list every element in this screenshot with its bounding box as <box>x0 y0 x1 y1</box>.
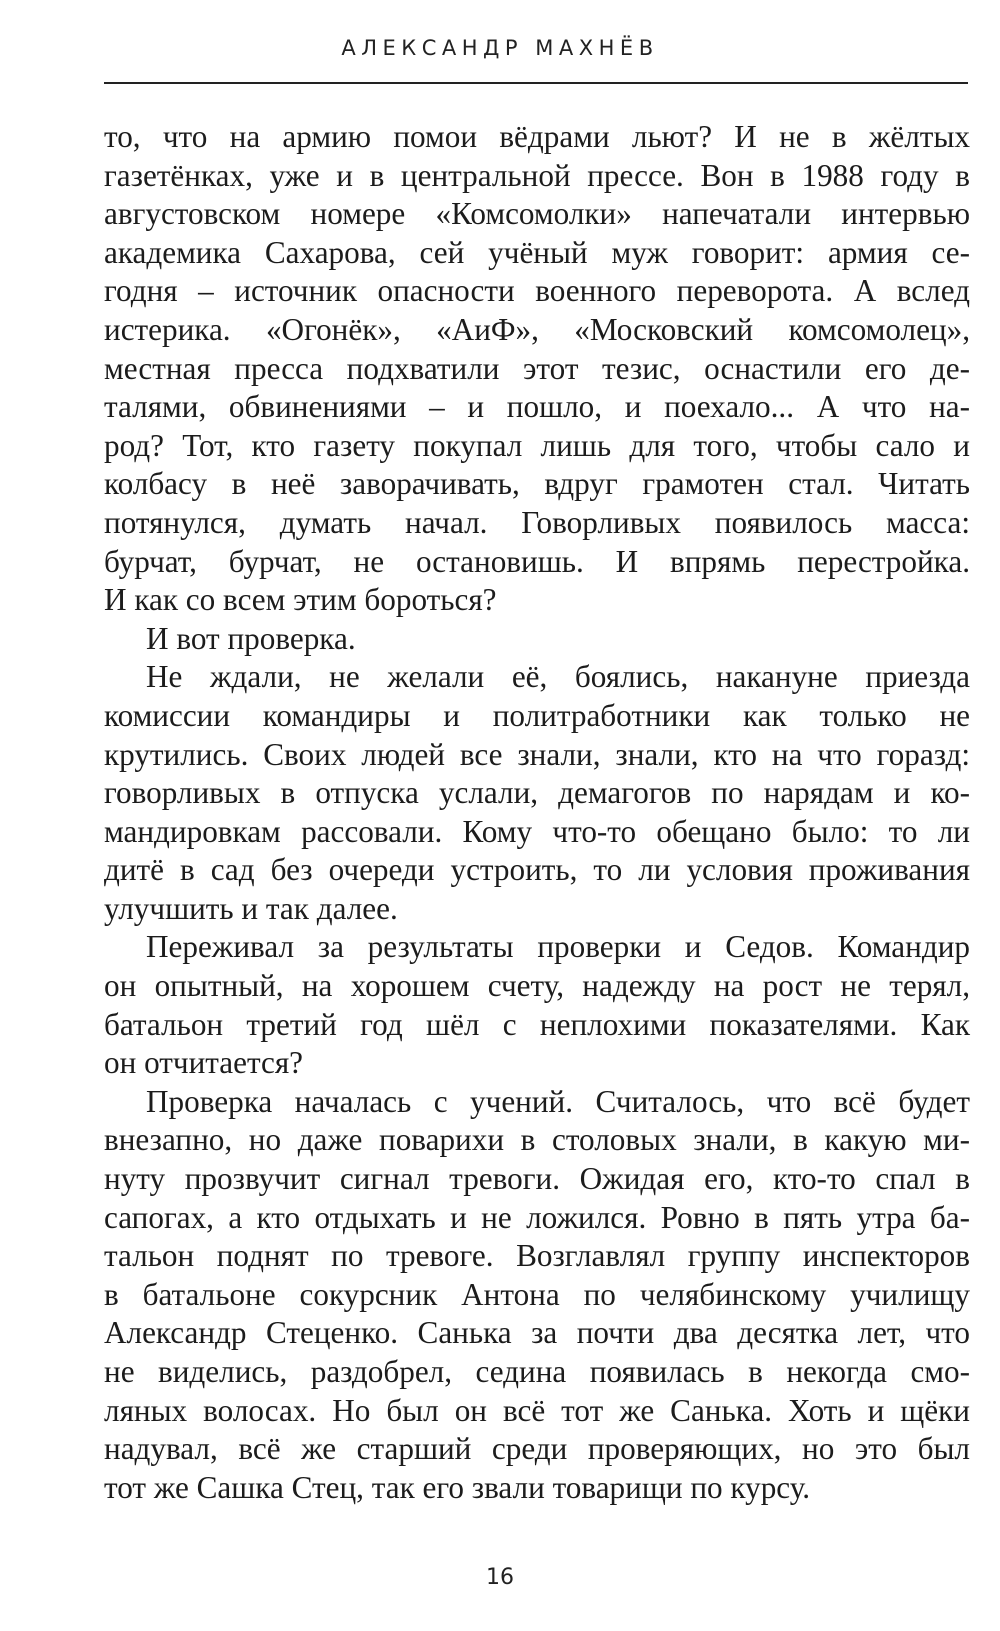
text-line: бурчат, бурчат, не остановишь. И впрямь перестройка. <box>104 543 970 579</box>
text-line: Не ждали, не желали её, боялись, накануне приезда <box>146 659 970 695</box>
header-rule <box>104 82 968 84</box>
text-line: тальон поднят по тревоге. Возглавлял группу инспекторов <box>104 1238 970 1274</box>
running-head: АЛЕКСАНДР МАХНЁВ <box>341 36 659 60</box>
text-line: надувал, всё же старший среди проверяющих, но это был <box>104 1431 970 1467</box>
text-line: потянулся, думать начал. Говорливых появилось масса: <box>104 504 970 540</box>
text-line: И как со всем этим бороться? <box>104 582 497 618</box>
text-line: ляных волосах. Но был он всё тот же Санька. Хоть и щёки <box>104 1392 970 1428</box>
text-line: тот же Сашка Стец, так его звали товарищи по курсу. <box>104 1469 811 1505</box>
text-line: род? Тот, кто газету покупал лишь для того, чтобы сало и <box>104 427 970 463</box>
text-line: сапогах, а кто отдыхать и не ложился. Ровно в пять утра ба- <box>104 1199 970 1235</box>
text-line: местная пресса подхватили этот тезис, оснастили его де- <box>104 350 970 386</box>
text-line: улучшить и так далее. <box>104 890 398 926</box>
text-line: колбасу в неё заворачивать, вдруг грамотен стал. Читать <box>104 466 970 502</box>
text-line: Переживал за результаты проверки и Седов. Командир <box>146 929 970 965</box>
text-line: внезапно, но даже поварихи в столовых знали, в какую ми- <box>104 1122 970 1158</box>
text-line: Проверка началась с учений. Считалось, что всё будет <box>146 1083 970 1119</box>
page-number: 16 <box>486 1565 514 1590</box>
text-line: Александр Стеценко. Санька за почти два десятка лет, что <box>104 1315 970 1351</box>
text-line: говорливых в отпуска услали, демагогов по нарядам и ко- <box>104 775 970 811</box>
text-line: то, что на армию помои вёдрами льют? И не в жёлтых <box>104 119 970 154</box>
text-line: мандировкам рассовали. Кому что-то обещано было: то ли <box>104 813 970 849</box>
text-line: крутились. Своих людей все знали, знали, кто на что горазд: <box>104 736 970 772</box>
body-text <box>104 118 970 1507</box>
text-line: не виделись, раздобрел, седина появилась в некогда смо- <box>104 1354 970 1389</box>
text-line: истерика. «Огонёк», «АиФ», «Московский комсомолец», <box>104 311 970 347</box>
text-line: батальон третий год шёл с неплохими показателями. Как <box>104 1006 970 1042</box>
text-line: дитё в сад без очереди устроить, то ли условия проживания <box>104 852 970 888</box>
text-line: он отчитается? <box>104 1045 304 1081</box>
text-line: он опытный, на хорошем счету, надежду на рост не терял, <box>104 968 970 1004</box>
text-line: годня – источник опасности военного переворота. А вслед <box>104 273 970 309</box>
text-line: нуту прозвучит сигнал тревоги. Ожидая его, кто-то спал в <box>104 1161 970 1197</box>
text-line: августовском номере «Комсомолки» напечатали интервью <box>104 196 970 232</box>
text-line: газетёнках, уже и в центральной прессе. Вон в 1988 году в <box>104 157 970 193</box>
text-line: академика Сахарова, сей учёный муж говорит: армия се- <box>104 234 970 270</box>
text-line: талями, обвинениями – и пошло, и поехало... А что на- <box>104 389 970 425</box>
text-line: в батальоне сокурсник Антона по челябинскому училищу <box>104 1276 970 1312</box>
text-line: комиссии командиры и политработники как только не <box>104 697 970 733</box>
text-line: И вот проверка. <box>146 620 356 656</box>
